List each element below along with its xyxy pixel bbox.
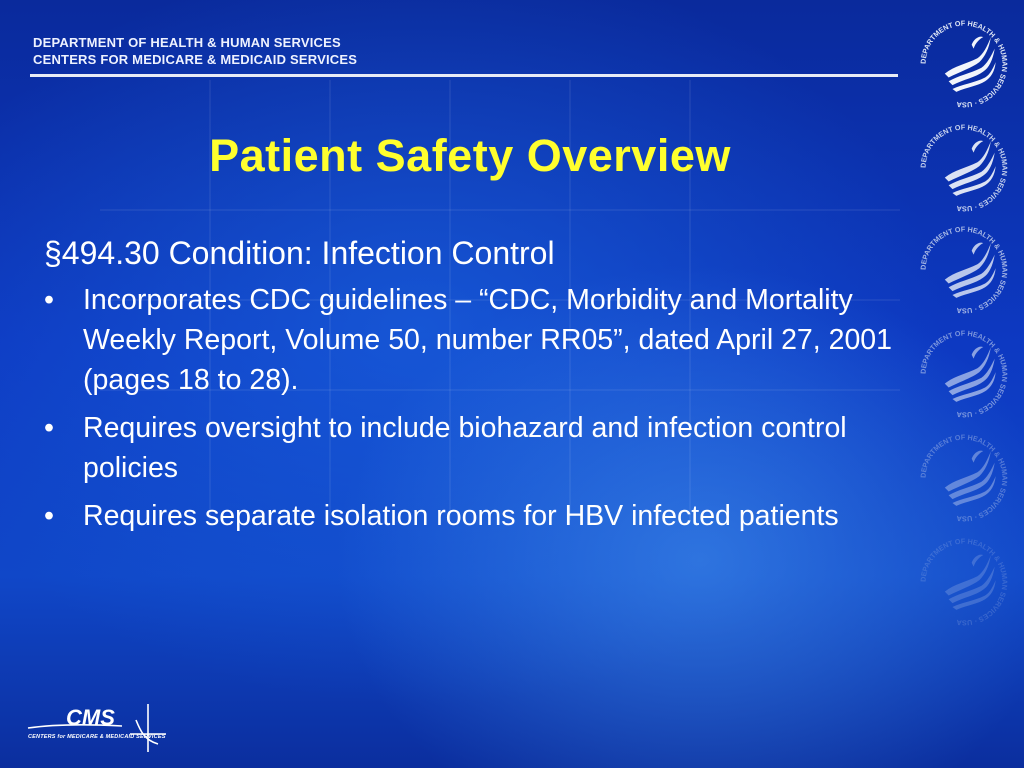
section-heading: §494.30 Condition: Infection Control	[44, 235, 555, 271]
header-divider	[30, 74, 898, 77]
cms-logo-subtext: CENTERS for MEDICARE & MEDICAID SERVICES	[28, 734, 166, 740]
cms-logo-icon	[26, 700, 166, 756]
bullet-marker: •	[44, 500, 54, 532]
bullet-list	[44, 280, 904, 536]
hhs-eagle-seal-icon	[916, 222, 1012, 318]
slide-content	[44, 232, 904, 544]
bullet-item	[44, 280, 904, 400]
bullet-text: Incorporates CDC guidelines – “CDC, Morbidity and Mortality Weekly Report, Volume 50, number RR05”, dated April 27, 2001 (pages 18 to 28).	[83, 284, 893, 396]
hhs-eagle-seal-icon	[916, 326, 1012, 422]
cms-wordmark: CMS	[66, 705, 115, 730]
agency-header-line1: DEPARTMENT OF HEALTH & HUMAN SERVICES	[33, 35, 341, 50]
hhs-eagle-seal-icon	[916, 430, 1012, 526]
hhs-seal-ring-text: DEPARTMENT OF HEALTH & HUMAN SERVICES · USA	[918, 224, 1010, 316]
agency-header	[33, 34, 357, 68]
agency-header-line2: CENTERS FOR MEDICARE & MEDICAID SERVICES	[33, 52, 358, 67]
hhs-seal-ring-text: DEPARTMENT OF HEALTH & HUMAN SERVICES · USA	[918, 432, 1010, 524]
bullet-item	[44, 408, 904, 488]
bullet-text: Requires oversight to include biohazard and infection control policies	[83, 412, 847, 484]
bullet-marker: •	[44, 284, 54, 316]
hhs-eagle-seal-icon	[916, 534, 1012, 630]
slide-title: Patient Safety Overview	[209, 130, 731, 181]
hhs-eagle-seal-icon	[916, 120, 1012, 216]
bullet-text: Requires separate isolation rooms for HBV infected patients	[83, 500, 839, 532]
bullet-item	[44, 496, 904, 536]
hhs-seal-ring-text: DEPARTMENT OF HEALTH & HUMAN SERVICES · USA	[918, 122, 1010, 214]
hhs-seal-ring-text: DEPARTMENT OF HEALTH & HUMAN SERVICES · USA	[918, 18, 1010, 110]
hhs-eagle-seal-icon	[916, 16, 1012, 112]
bullet-marker: •	[44, 412, 54, 444]
hhs-seal-ring-text: DEPARTMENT OF HEALTH & HUMAN SERVICES · USA	[918, 536, 1010, 628]
hhs-seal-ring-text: DEPARTMENT OF HEALTH & HUMAN SERVICES · USA	[918, 328, 1010, 420]
